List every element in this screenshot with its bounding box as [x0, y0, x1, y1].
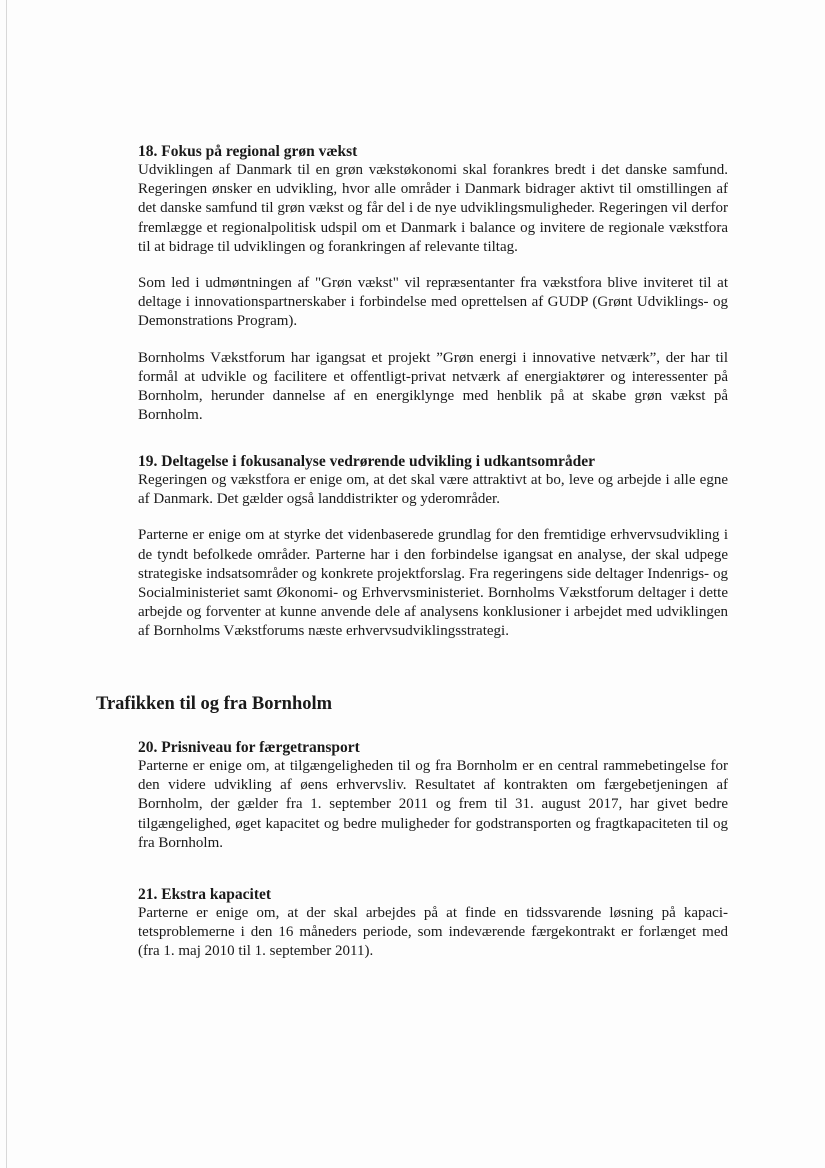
section-19 — [138, 452, 728, 642]
chapter-heading: Trafikken til og fra Bornholm — [96, 694, 333, 714]
section-heading: 19. Deltagelse i fokusanalyse vedrørende udvikling i udkantsområder — [138, 453, 596, 470]
section-heading: 18. Fokus på regional grøn vækst — [138, 143, 358, 160]
paragraph: Parterne er enige om, at tilgængeligheden til og fra Bornholm er en central rammebetingelse for den videre udvikling af øens erhvervsliv. Resultatet af kontrakten om færgebetjeningen af Bornholm, der gælder fra 1. september 2011 og frem til 31. august 2017, har givet bedre tilgængelighed, øget kapacitet og bedre muligheder for godstransporten og fragtkapaciteten til og fra Bornholm. — [138, 758, 728, 851]
section-18 — [138, 142, 728, 425]
paragraph: Som led i udmøntningen af "Grøn vækst" vil repræsentanter fra vækstfora blive inviteret til at deltage i innovationspartnerskaber i forbindelse med oprettelsen af GUDP (Grønt Udviklings- og Demonstrations Program). — [138, 275, 728, 330]
section-heading: 20. Prisniveau for færgetransport — [138, 739, 360, 756]
paragraph: Udviklingen af Danmark til en grøn vækstøkonomi skal forankres bredt i det danske samfund. Regeringen ønsker en udvikling, hvor alle områder i Danmark bidrager aktivt til omstillingen af det danske samfund til grøn vækst og får del i de nye udviklingsmuligheder. Regeringen vil derfor fremlægge et regionalpolitisk udspil om et Danmark i balance og invitere de regionale vækstfora til at bidrage til udviklingen og forankringen af relevante tiltag. — [138, 162, 728, 255]
paragraph: Parterne er enige om, at der skal arbejdes på at finde en tidssvarende løsning på kapacitetsproblemerne i den 16 måneders periode, som indeværende færgekontrakt er forlænget med (fra 1. maj 2010 til 1. september 2011). — [138, 905, 728, 960]
scan-edge-line — [6, 0, 7, 1168]
paragraph: Regeringen og vækstfora er enige om, at det skal være attraktivt at bo, leve og arbejde i alle egne af Danmark. Det gælder også landdistrikter og yderområder. — [138, 472, 728, 508]
section-20 — [138, 738, 728, 853]
paragraph: Parterne er enige om at styrke det videnbaserede grundlag for den fremtidige erhvervsudvikling i de tyndt befolkede områder. Parterne har i den forbindelse igangsat en analyse, der skal udpege strategiske indsatsområder og konkrete projektforslag. Fra regeringens side deltager Indenrigs- og Socialministeriet samt Økonomi- og Erhvervsministeriet. Bornholms Vækstforum deltager i dette arbejde og forventer at kunne anvende dele af analysens konklusioner i arbejdet med udviklingen af Bornholms Vækstforums næste erhvervsudviklingsstrategi. — [138, 527, 728, 640]
paragraph: Bornholms Vækstforum har igangsat et projekt ”Grøn energi i innovative netværk”, der har til formål at udvikle og facilitere et offentligt-privat netværk af energiaktører og interessenter på Bornholm, herunder dannelse af en energiklynge med henblik på at skabe grøn vækst på Bornholm. — [138, 349, 728, 424]
section-21 — [138, 885, 728, 962]
section-heading: 21. Ekstra kapacitet — [138, 886, 272, 903]
